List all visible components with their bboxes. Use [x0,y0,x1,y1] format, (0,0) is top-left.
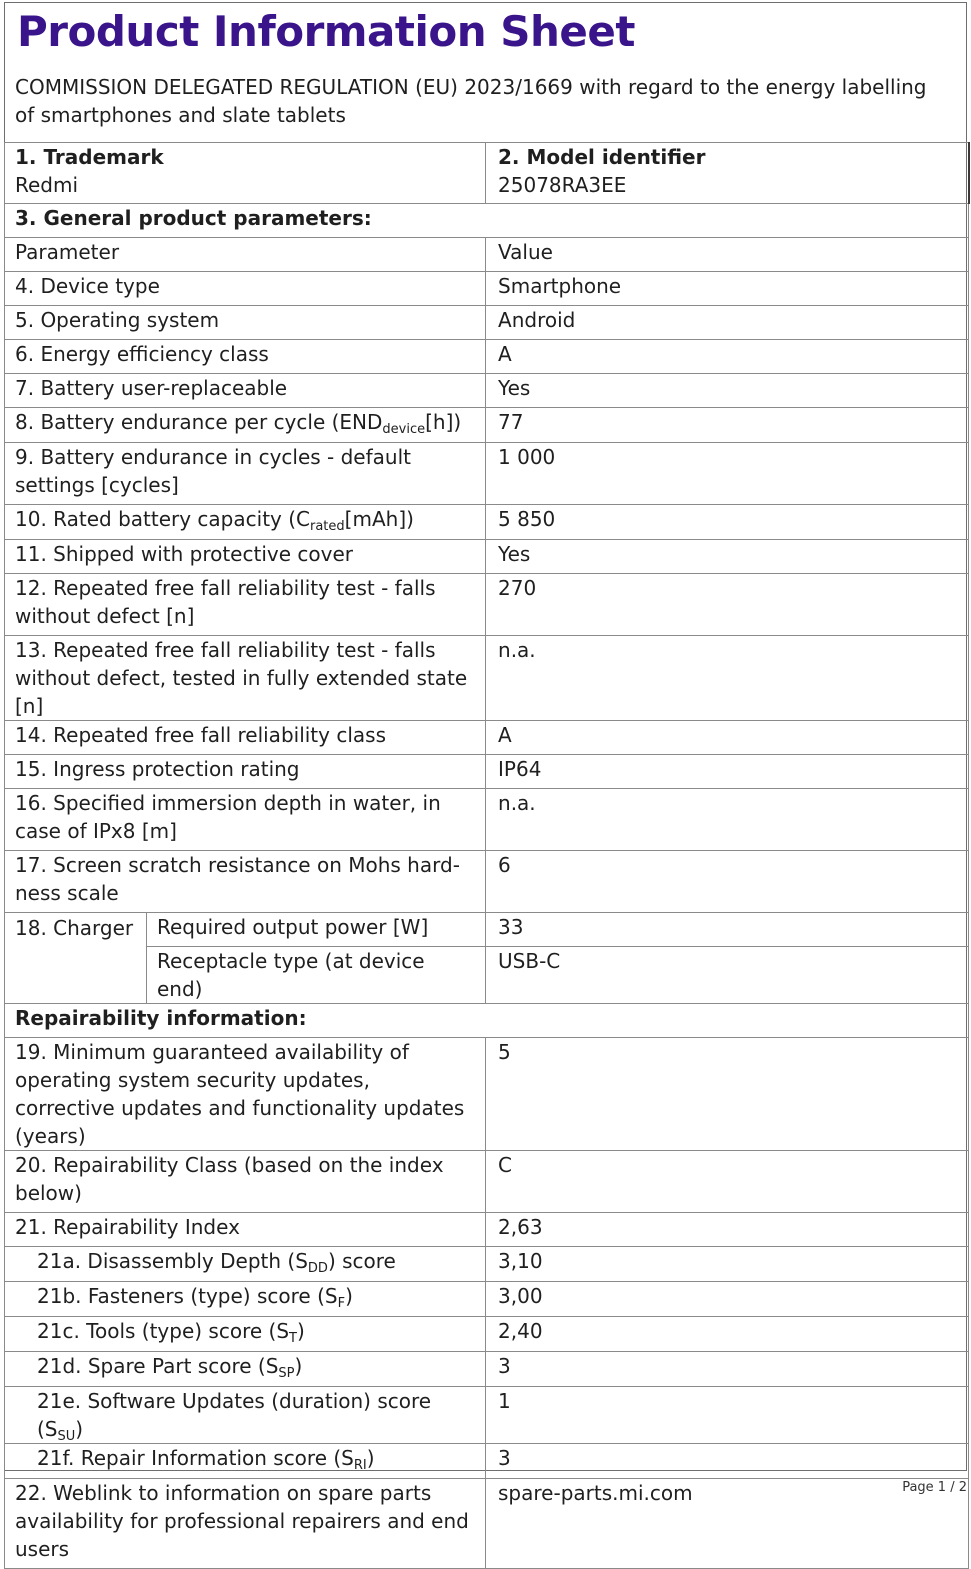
param-label [5,1247,486,1282]
param-label [5,1352,486,1387]
param-label: 21. Repairability Index [5,1213,486,1247]
label-subscript: DD [307,1261,328,1276]
param-label: 9. Battery endurance in cycles - default settings [cycles] [5,443,486,505]
label-subscript: device [382,422,426,437]
param-value: 1 [486,1387,969,1444]
param-value: USB-C [486,947,969,1004]
table-row [5,1387,969,1444]
param-value: 270 [486,574,969,636]
label-text: ) score [327,1249,396,1273]
label-subscript: SP [278,1366,295,1381]
table-row [5,505,969,540]
page-number: Page 1 / 2 [902,1480,967,1495]
label-text: 21c. Tools (type) score (S [37,1319,290,1343]
table-row [5,913,969,947]
table-row [5,1282,969,1317]
param-label [5,505,486,540]
table-row [5,755,969,789]
param-label: 7. Battery user-replaceable [5,374,486,408]
param-label: 13. Repeated free fall reliability test - falls without defect, tested in fully extended state [n] [5,636,486,721]
param-label [5,1387,486,1444]
table-row [5,1038,969,1151]
product-info-table [4,142,970,1569]
page-title: Product Information Sheet [17,7,635,56]
trademark-model-row [5,143,969,204]
table-row [5,947,969,1004]
table-row [5,1352,969,1387]
label-text: 21f. Repair Information score (S [37,1446,354,1470]
param-label: Required output power [W] [147,913,486,947]
value-header: Value [486,238,969,272]
param-value: C [486,1151,969,1213]
label-text: 21a. Disassembly Depth (S [37,1249,308,1273]
param-value: A [486,340,969,374]
table-row [5,374,969,408]
label-text: 21d. Spare Part score (S [37,1354,279,1378]
table-row [5,574,969,636]
repair-heading: Repairability information: [5,1004,969,1038]
table-row [5,721,969,755]
charger-label: 18. Charger [5,913,147,1004]
trademark-value: Redmi [15,173,79,197]
param-value: n.a. [486,789,969,851]
table-row [5,443,969,505]
label-text: 21e. Software Updates (duration) score (S [37,1389,432,1441]
table-row [5,340,969,374]
param-label: Receptacle type (at device end) [147,947,486,1004]
param-value: 3 [486,1444,969,1479]
label-text: [h]) [425,410,462,434]
table-row [5,306,969,340]
label-subscript: F [337,1296,346,1311]
label-text: 21b. Fasteners (type) score (S [37,1284,338,1308]
table-row [5,540,969,574]
general-heading: 3. General product parameters: [5,204,969,238]
param-label: 16. Specified immersion depth in water, in case of IPx8 [m] [5,789,486,851]
param-value: 1 000 [486,443,969,505]
param-label: 6. Energy efficiency class [5,340,486,374]
trademark-label: 1. Trademark [15,145,164,169]
label-subscript: RI [353,1458,367,1473]
label-subscript: rated [310,519,345,534]
label-text: ) [366,1446,375,1470]
param-value: A [486,721,969,755]
label-text: [mAh]) [344,507,414,531]
param-label: 17. Screen scratch resistance on Mohs hardness scale [5,851,486,913]
table-row [5,1151,969,1213]
trademark-cell [5,143,486,204]
param-label: 4. Device type [5,272,486,306]
general-heading-row [5,204,969,238]
param-label: 14. Repeated free fall reliability class [5,721,486,755]
param-label [5,408,486,443]
param-value: 5 [486,1038,969,1151]
param-value: Android [486,306,969,340]
label-text: ) [345,1284,353,1308]
model-value: 25078RA3EE [498,173,627,197]
model-label: 2. Model identifier [498,145,706,169]
param-value: Yes [486,540,969,574]
param-value: 3,10 [486,1247,969,1282]
spare-parts-weblink[interactable]: spare-parts.mi.com [486,1479,969,1569]
table-row [5,1247,969,1282]
parameter-header: Parameter [5,238,486,272]
param-value: 5 850 [486,505,969,540]
repair-heading-row [5,1004,969,1038]
label-text: ) [296,1319,305,1343]
param-value: 3,00 [486,1282,969,1317]
param-value: 2,63 [486,1213,969,1247]
label-text: ) [75,1417,84,1441]
param-label: 20. Repairability Class (based on the index below) [5,1151,486,1213]
param-value: 77 [486,408,969,443]
table-row [5,1213,969,1247]
param-label: 12. Repeated free fall reliability test - falls without defect [n] [5,574,486,636]
table-row [5,1479,969,1569]
regulation-subtitle: COMMISSION DELEGATED REGULATION (EU) 2023/1669 with regard to the energy labelling of smartphones and slate tablets [15,75,927,127]
param-label [5,1282,486,1317]
param-value: Smartphone [486,272,969,306]
table-row [5,851,969,913]
model-cell [486,143,969,204]
column-header-row [5,238,969,272]
label-text: 8. Battery endurance per cycle (END [15,410,383,434]
label-subscript: T [289,1331,297,1346]
param-label: 19. Minimum guaranteed availability of operating system security updates, corrective updates and functionality updates (years) [5,1038,486,1151]
param-value: IP64 [486,755,969,789]
table-row [5,1317,969,1352]
table-row [5,1444,969,1479]
param-label: 11. Shipped with protective cover [5,540,486,574]
table-row [5,789,969,851]
label-text: 10. Rated battery capacity (C [15,507,310,531]
param-value: Yes [486,374,969,408]
param-label: 15. Ingress protection rating [5,755,486,789]
param-value: n.a. [486,636,969,721]
table-row [5,272,969,306]
table-row [5,408,969,443]
table-row [5,636,969,721]
param-value: 33 [486,913,969,947]
param-label [5,1317,486,1352]
param-value: 2,40 [486,1317,969,1352]
param-label: 22. Weblink to information on spare parts availability for professional repairers and end users [5,1479,486,1569]
label-text: ) [294,1354,303,1378]
param-label: 5. Operating system [5,306,486,340]
label-subscript: SU [57,1429,76,1444]
param-label [5,1444,486,1479]
param-value: 6 [486,851,969,913]
param-value: 3 [486,1352,969,1387]
